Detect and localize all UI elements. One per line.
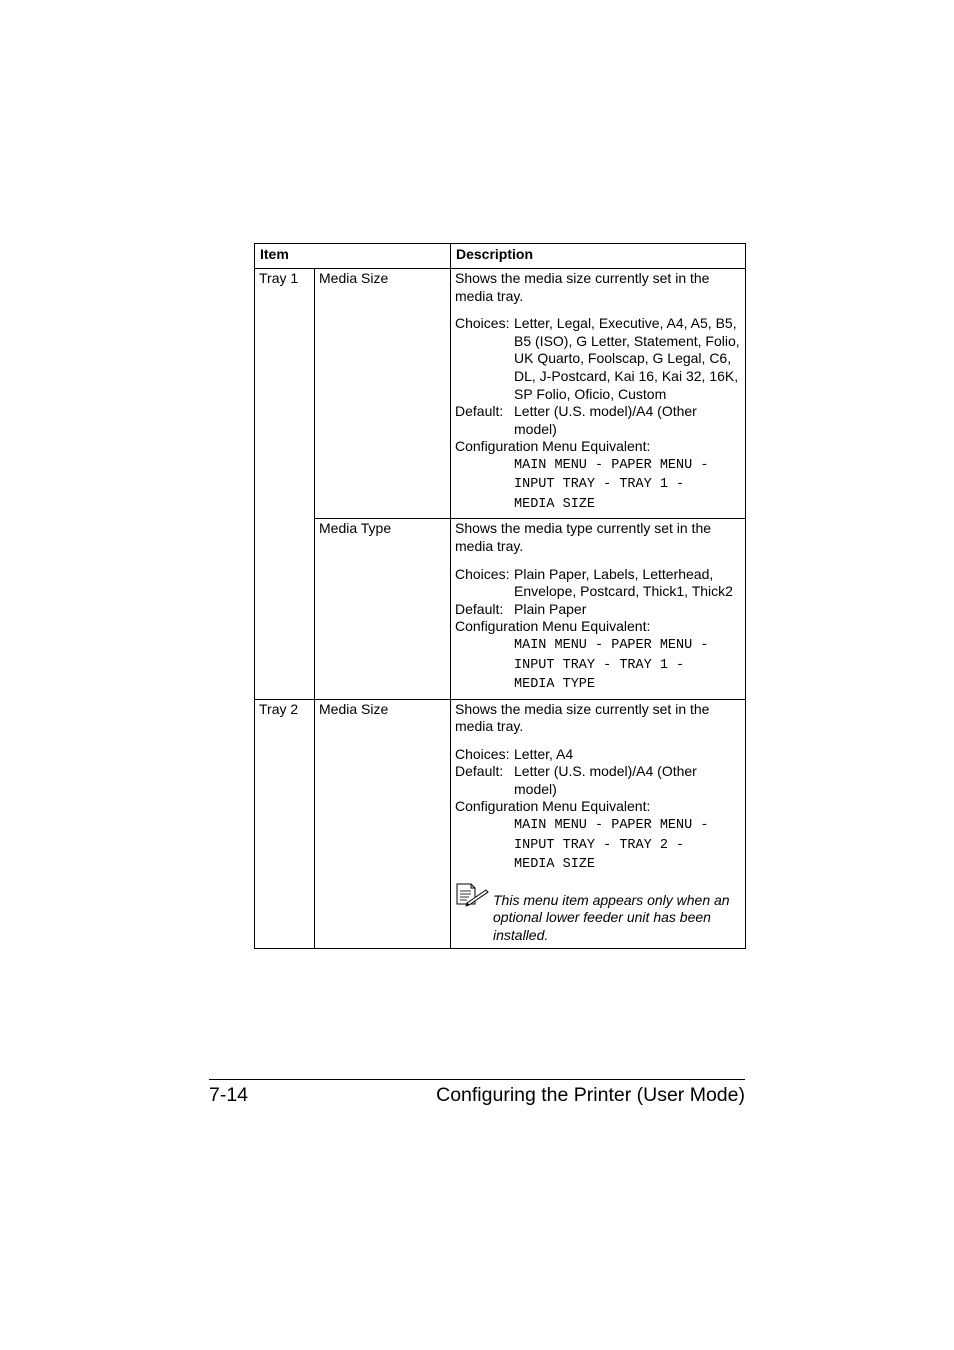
choices-value: Letter, A4 — [514, 745, 574, 762]
choices-row — [455, 315, 741, 403]
choices-value: Plain Paper, Labels, Letterhead, Envelope, Postcard, Thick1, Thick2 — [514, 565, 733, 600]
config-label: Configuration Menu Equivalent: — [455, 618, 651, 635]
table-row — [255, 519, 746, 699]
sub-item: Media Size — [315, 269, 451, 519]
default-label: Default: — [455, 403, 504, 420]
table-row — [255, 699, 746, 949]
config-line: MEDIA TYPE — [514, 677, 596, 692]
config-line: MEDIA SIZE — [514, 496, 596, 512]
choices-row — [455, 566, 741, 601]
note-text: This menu item appears only when an optional lower feeder unit has been installed. — [493, 891, 730, 943]
choices-value: Letter, Legal, Executive, A4, A5, B5, B5 (ISO), G Letter, Statement, Folio, UK Quarto, Foolscap, G Legal, C6, DL, J-Postcard, Kai 16, Kai 32, 16K, SP Folio, Oficio, Custom — [514, 315, 740, 402]
config-line: INPUT TRAY - TRAY 1 - — [514, 657, 685, 673]
sub-item: Media Type — [315, 519, 451, 699]
choices-row — [455, 746, 741, 764]
page-number: 7-14 — [209, 1084, 249, 1106]
config-label: Configuration Menu Equivalent: — [455, 438, 651, 455]
menu-items-table — [254, 243, 746, 949]
default-label: Default: — [455, 600, 504, 617]
header-description: Description — [451, 244, 746, 269]
description-text: Shows the media type currently set in the media tray. — [455, 520, 712, 555]
default-row — [455, 763, 741, 798]
default-value: Letter (U.S. model)/A4 (Other model) — [514, 403, 697, 437]
default-row — [455, 403, 741, 438]
config-label: Configuration Menu Equivalent: — [455, 798, 651, 815]
choices-label: Choices: — [455, 565, 510, 582]
default-value: Letter (U.S. model)/A4 (Other model) — [514, 763, 697, 797]
description-text: Shows the media size currently set in the media tray. — [455, 700, 710, 735]
description-cell — [451, 519, 746, 699]
item-tray-1: Tray 1 — [255, 269, 315, 700]
config-line: MEDIA SIZE — [514, 857, 596, 873]
config-line: MAIN MENU - PAPER MENU - — [514, 818, 709, 834]
config-line: MAIN MENU - PAPER MENU - — [514, 457, 709, 473]
default-value: Plain Paper — [514, 600, 587, 617]
note-box — [455, 883, 741, 945]
note-pencil-icon-graphic — [455, 883, 489, 907]
description-cell — [451, 269, 746, 519]
default-row — [455, 601, 741, 619]
page-footer — [209, 1079, 745, 1107]
note-pencil-icon — [455, 883, 493, 945]
table-header-row — [255, 244, 746, 269]
default-label: Default: — [455, 763, 504, 780]
sub-item: Media Size — [315, 699, 451, 949]
table-row — [255, 269, 746, 519]
config-line: INPUT TRAY - TRAY 1 - — [514, 477, 685, 493]
config-line: INPUT TRAY - TRAY 2 - — [514, 837, 685, 853]
choices-label: Choices: — [455, 745, 510, 762]
description-cell — [451, 699, 746, 949]
description-text: Shows the media size currently set in the media tray. — [455, 270, 710, 304]
header-item: Item — [255, 244, 451, 269]
item-tray-2: Tray 2 — [255, 699, 315, 949]
section-title: Configuring the Printer (User Mode) — [436, 1084, 745, 1106]
choices-label: Choices: — [455, 315, 510, 332]
config-line: MAIN MENU - PAPER MENU - — [514, 638, 709, 653]
